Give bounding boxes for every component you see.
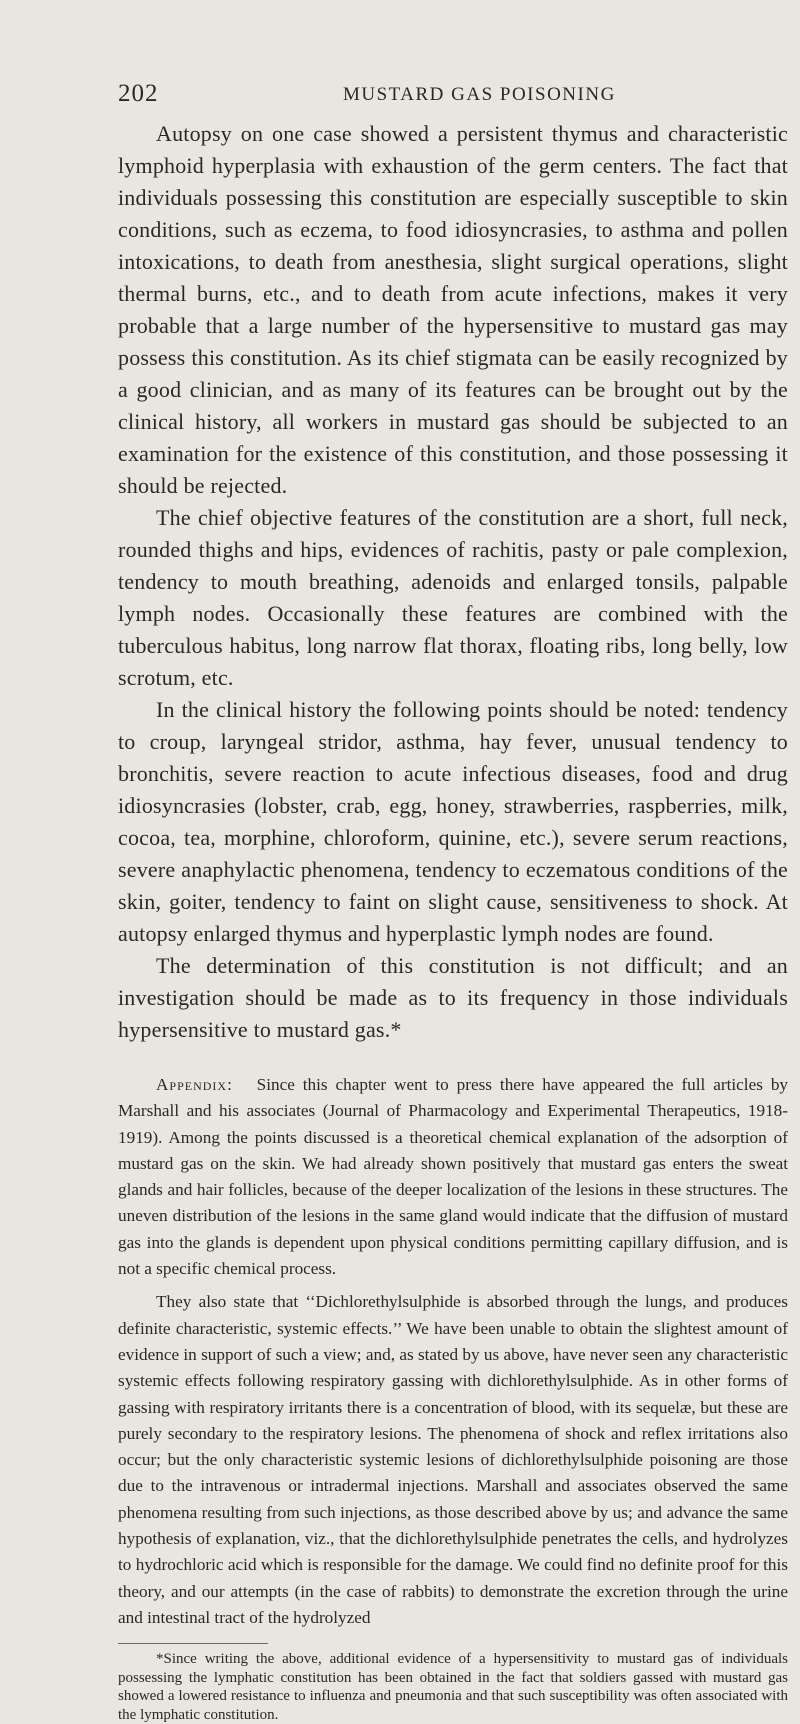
paragraph: The chief objective features of the constitution are a short, full neck, rounded thighs and hips, evidences of rachitis, pasty or pale complexion, tendency to mouth breathing, adenoids and enlarged tonsils, palpable lymph nodes. Occasionally these features are combined with the tuberculous habitus, long narrow flat thorax, floating ribs, long belly, low scrotum, etc. bbox=[118, 505, 788, 690]
footnote-section bbox=[118, 1650, 788, 1724]
main-section bbox=[118, 118, 788, 1046]
page-number: 202 bbox=[118, 80, 159, 107]
paragraph: Autopsy on one case showed a persistent thymus and characteristic lymphoid hyperplasia with exhaustion of the germ centers. The fact that individuals possessing this constitution are especially susceptible to skin conditions, such as eczema, to food idiosyncrasies, to asthma and pollen intoxications, to death from anesthesia, slight surgical operations, slight thermal burns, etc., and to death from acute infections, makes it very probable that a large number of the hypersensitive to mustard gas may possess this constitution. As its chief stigmata can be easily recognized by a good clinician, and as many of its features can be brought out by the clinical history, all workers in mustard gas should be subjected to an examination for the existence of this constitution, and those possessing it should be rejected. bbox=[118, 121, 788, 498]
appendix-paragraph bbox=[118, 1072, 788, 1282]
appendix-section bbox=[118, 1072, 788, 1631]
appendix-paragraph-text: Since this chapter went to press there have appeared the full articles by Marshall and his associates (Journal of Pharmacology and Experimental Therapeutics, 1918-1919). Among the points discussed is a theoretical chemical explanation of the adsorption of mustard gas on the skin. We had already shown positively that mustard gas enters the sweat glands and hair follicles, because of the deeper localization of the lesions in these structures. The uneven distribution of the lesions in the same gland would indicate that the diffusion of mustard gas into the glands is dependent upon physical conditions permitting capillary diffusion, and is not a specific chemical process. bbox=[118, 1075, 789, 1279]
paragraph: The determination of this constitution is not difficult; and an investigation should be made as to its frequency in those individuals hypersensitive to mustard gas.* bbox=[118, 953, 788, 1042]
appendix-paragraph: They also state that ‘‘Dichlorethylsulphide is absorbed through the lungs, and produces definite characteristic, systemic effects.’’ We have been unable to obtain the slightest amount of evidence in support of such a view; and, as stated by us above, have never seen any characteristic systemic effects following respiratory gassing with dichlorethylsulphide. As in other forms of gassing with respiratory irritants there is a concentration of blood, with its sequelæ, but these are purely secondary to the respiratory lesions. The phenomena of shock and reflex irritations also occur; but the only characteristic systemic lesions of dichlorethylsulphide poisoning are those due to the intravenous or intradermal injections. Marshall and associates observed the same phenomena resulting from such injections, as those described above by us; and advance the same hypothesis of explanation, viz., that the dichlorethylsulphide penetrates the cells, and hydrolyzes to hydrochloric acid which is responsible for the damage. We could find no definite proof for this theory, and our attempts (in the case of rabbits) to demonstrate the excretion through the urine and intestinal tract of the hydrolyzed bbox=[118, 1292, 788, 1627]
footnote: *Since writing the above, additional evidence of a hypersensitivity to mustard gas of individuals possessing the lymphatic constitution has been obtained in the fact that soldiers gassed with mustard gas showed a lowered resistance to influenza and pneumonia and that such susceptibility was often associated with the lymphatic constitution. bbox=[118, 1651, 788, 1723]
appendix-label: Appendix: bbox=[156, 1075, 233, 1094]
footnote-divider bbox=[118, 1643, 268, 1644]
body-text bbox=[118, 118, 788, 1724]
paragraph: In the clinical history the following points should be noted: tendency to croup, laryngeal stridor, asthma, hay fever, unusual tendency to bronchitis, severe reaction to acute infectious diseases, food and drug idiosyncrasies (lobster, crab, egg, honey, strawberries, raspberries, milk, cocoa, tea, morphine, chloroform, quinine, etc.), severe serum reactions, severe anaphylactic phenomena, tendency to eczematous conditions of the skin, goiter, tendency to faint on slight cause, sensitiveness to shock. At autopsy enlarged thymus and hyperplastic lymph nodes are found. bbox=[118, 697, 788, 946]
running-title: MUSTARD GAS POISONING bbox=[343, 84, 616, 105]
page-header bbox=[118, 80, 760, 110]
